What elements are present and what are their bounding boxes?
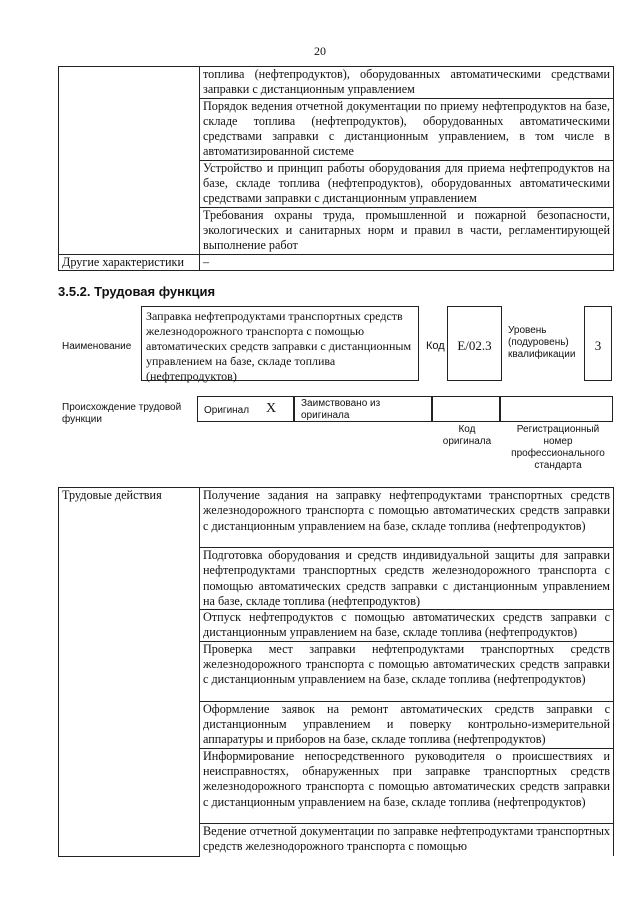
labor-action-item: Отпуск нефтепродуктов с помощью автоматических средств заправки с дистанционным управлением на базе, складе топлива (нефтепродуктов) bbox=[200, 610, 614, 642]
original-code-box bbox=[432, 396, 500, 422]
code-value: E/02.3 bbox=[457, 338, 492, 353]
function-name: Заправка нефтепродуктами транспортных средств железнодорожного транспорта с помощью автоматических средств заправки с дистанционным управлением на базе, складе топлива (нефтепродуктов) bbox=[146, 309, 412, 383]
labor-action-item: Получение задания на заправку нефтепродуктами транспортных средств железнодорожного транспорта с помощью автоматических средств заправки с дистанционным управлением на базе, складе топлива (нефтепродуктов) bbox=[200, 488, 614, 548]
borrowed-label: Заимствовано из оригинала bbox=[301, 398, 381, 421]
page-number: 20 bbox=[314, 44, 326, 58]
knowledge-table bbox=[58, 66, 614, 271]
labor-actions-label: Трудовые действия bbox=[59, 488, 200, 857]
level-box bbox=[584, 306, 612, 381]
labor-action-item: Ведение отчетной документации по заправке нефтепродуктами транспортных средств железнодорожного транспорта с помощью bbox=[200, 823, 614, 856]
original-label: Оригинал bbox=[204, 405, 250, 416]
level-value: 3 bbox=[594, 338, 602, 353]
empty-cell bbox=[59, 67, 200, 255]
code-label: Код bbox=[426, 340, 445, 352]
labor-action-item: Подготовка оборудования и средств индивидуальной защиты для заправки нефтепродуктами транспортных средств железнодорожного транспорта с помощью автоматических средств заправки с дистанционным управлением на базе, складе топлива (нефтепродуктов) bbox=[200, 548, 614, 610]
other-characteristics-label: Другие характеристики bbox=[59, 254, 200, 270]
section-title: 3.5.2. Трудовая функция bbox=[58, 284, 216, 299]
registration-number-box bbox=[500, 396, 613, 422]
knowledge-item: Порядок ведения отчетной документации по приему нефтепродуктов на базе, складе топлива (нефтепродуктов), оборудованных автоматическими средствами заправки с дистанционным управлением, в том числе в автоматизированной системе bbox=[200, 98, 614, 160]
name-label: Наименование bbox=[62, 341, 132, 352]
registration-caption: Регистрационный номер профессионального стандарта bbox=[511, 424, 605, 471]
knowledge-item: Устройство и принцип работы оборудования для приема нефтепродуктов на базе, складе топлива (нефтепродуктов), оборудованных автоматическими средствами заправки с дистанционным управлением bbox=[200, 160, 614, 207]
labor-action-item: Проверка мест заправки нефтепродуктами транспортных средств железнодорожного транспорта с помощью автоматических средств заправки с дистанционным управлением на базе, складе топлива (нефтепродуктов) bbox=[200, 641, 614, 701]
function-name-box bbox=[141, 306, 419, 381]
level-label: Уровень (подуровень) квалификации bbox=[508, 325, 576, 360]
original-box bbox=[197, 396, 294, 422]
labor-action-item: Информирование непосредственного руководителя о происшествиях и неисправностях, обнаруженных при заправке транспортных средств железнодорожного транспорта с помощью автоматических средств заправки с дистанционным управлением на базе, складе топлива (нефтепродуктов) bbox=[200, 748, 614, 823]
labor-action-item: Оформление заявок на ремонт автоматических средств заправки с дистанционным управлением и поверку контрольно-измерительной аппаратуры и приборов на базе, складе топлива (нефтепродуктов) bbox=[200, 701, 614, 748]
knowledge-item: топлива (нефтепродуктов), оборудованных автоматическими средствами заправки с дистанционным управлением bbox=[200, 67, 614, 99]
code-box bbox=[447, 306, 502, 381]
labor-actions-table bbox=[58, 487, 614, 857]
other-characteristics-value: – bbox=[200, 254, 614, 270]
original-code-caption: Код оригинала bbox=[442, 424, 492, 447]
origin-label: Происхождение трудовой функции bbox=[62, 402, 182, 425]
original-mark: X bbox=[266, 401, 277, 416]
knowledge-item: Требования охраны труда, промышленной и пожарной безопасности, экологических и санитарных норм и правил в части, регламентирующей выполнение работ bbox=[200, 207, 614, 254]
borrowed-box bbox=[294, 396, 432, 422]
